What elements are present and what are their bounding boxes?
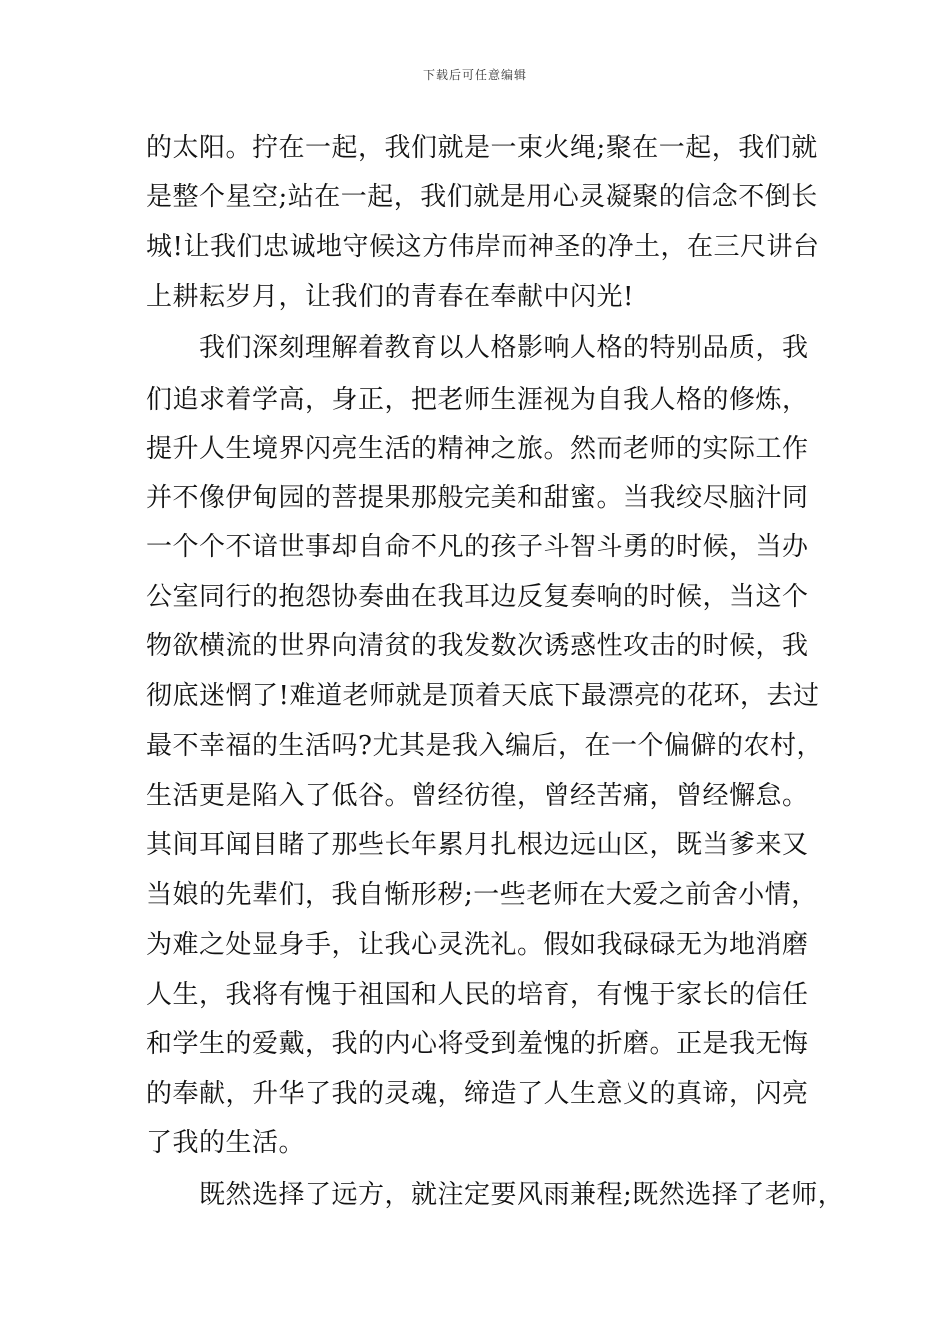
text-line: 上耕耘岁月，让我们的青春在奉献中闪光!	[146, 282, 634, 312]
text-line: 提升人生境界闪亮生活的精神之旅。然而老师的实际工作	[146, 434, 809, 464]
text-line: 我们深刻理解着教育以人格影响人格的特别品质，我	[146, 333, 809, 363]
text-line: 最不幸福的生活吗?尤其是我入编后，在一个偏僻的农村，	[146, 731, 823, 761]
text-line: 公室同行的抱怨协奏曲在我耳边反复奏响的时候，当这个	[146, 582, 809, 612]
text-line: 了我的生活。	[146, 1128, 306, 1158]
text-line: 既然选择了远方，就注定要风雨兼程;既然选择了老师，	[146, 1180, 845, 1210]
text-line: 当娘的先辈们，我自惭形秽;一些老师在大爱之前舍小情，	[146, 880, 818, 910]
text-line: 城!让我们忠诚地守候这方伟岸而神圣的净土，在三尺讲台	[146, 232, 820, 262]
text-line: 物欲横流的世界向清贫的我发数次诱惑性攻击的时候，我	[146, 631, 809, 661]
text-line: 的奉献，升华了我的灵魂，缔造了人生意义的真谛，闪亮	[146, 1079, 809, 1109]
text-line: 和学生的爱戴，我的内心将受到羞愧的折磨。正是我无悔	[146, 1029, 809, 1059]
text-line: 生活更是陷入了低谷。曾经彷徨，曾经苦痛，曾经懈怠。	[146, 781, 809, 811]
text-line: 是整个星空;站在一起，我们就是用心灵凝聚的信念不倒长	[146, 182, 818, 212]
text-line: 并不像伊甸园的菩提果那般完美和甜蜜。当我绞尽脑汁同	[146, 483, 809, 513]
text-line: 的太阳。拧在一起，我们就是一束火绳;聚在一起，我们就	[146, 133, 818, 163]
text-line: 们追求着学高，身正，把老师生涯视为自我人格的修炼，	[146, 385, 809, 415]
text-line: 为难之处显身手，让我心灵洗礼。假如我碌碌无为地消磨	[146, 930, 809, 960]
text-line: 人生，我将有愧于祖国和人民的培育，有愧于家长的信任	[146, 980, 809, 1010]
text-line: 一个个不谙世事却自命不凡的孩子斗智斗勇的时候，当办	[146, 532, 809, 562]
text-line: 彻底迷惘了!难道老师就是顶着天底下最漂亮的花环，去过	[146, 681, 820, 711]
page-header: 下载后可任意编辑	[422, 68, 527, 82]
text-line: 其间耳闻目睹了那些长年累月扎根边远山区，既当爹来又	[146, 830, 809, 860]
